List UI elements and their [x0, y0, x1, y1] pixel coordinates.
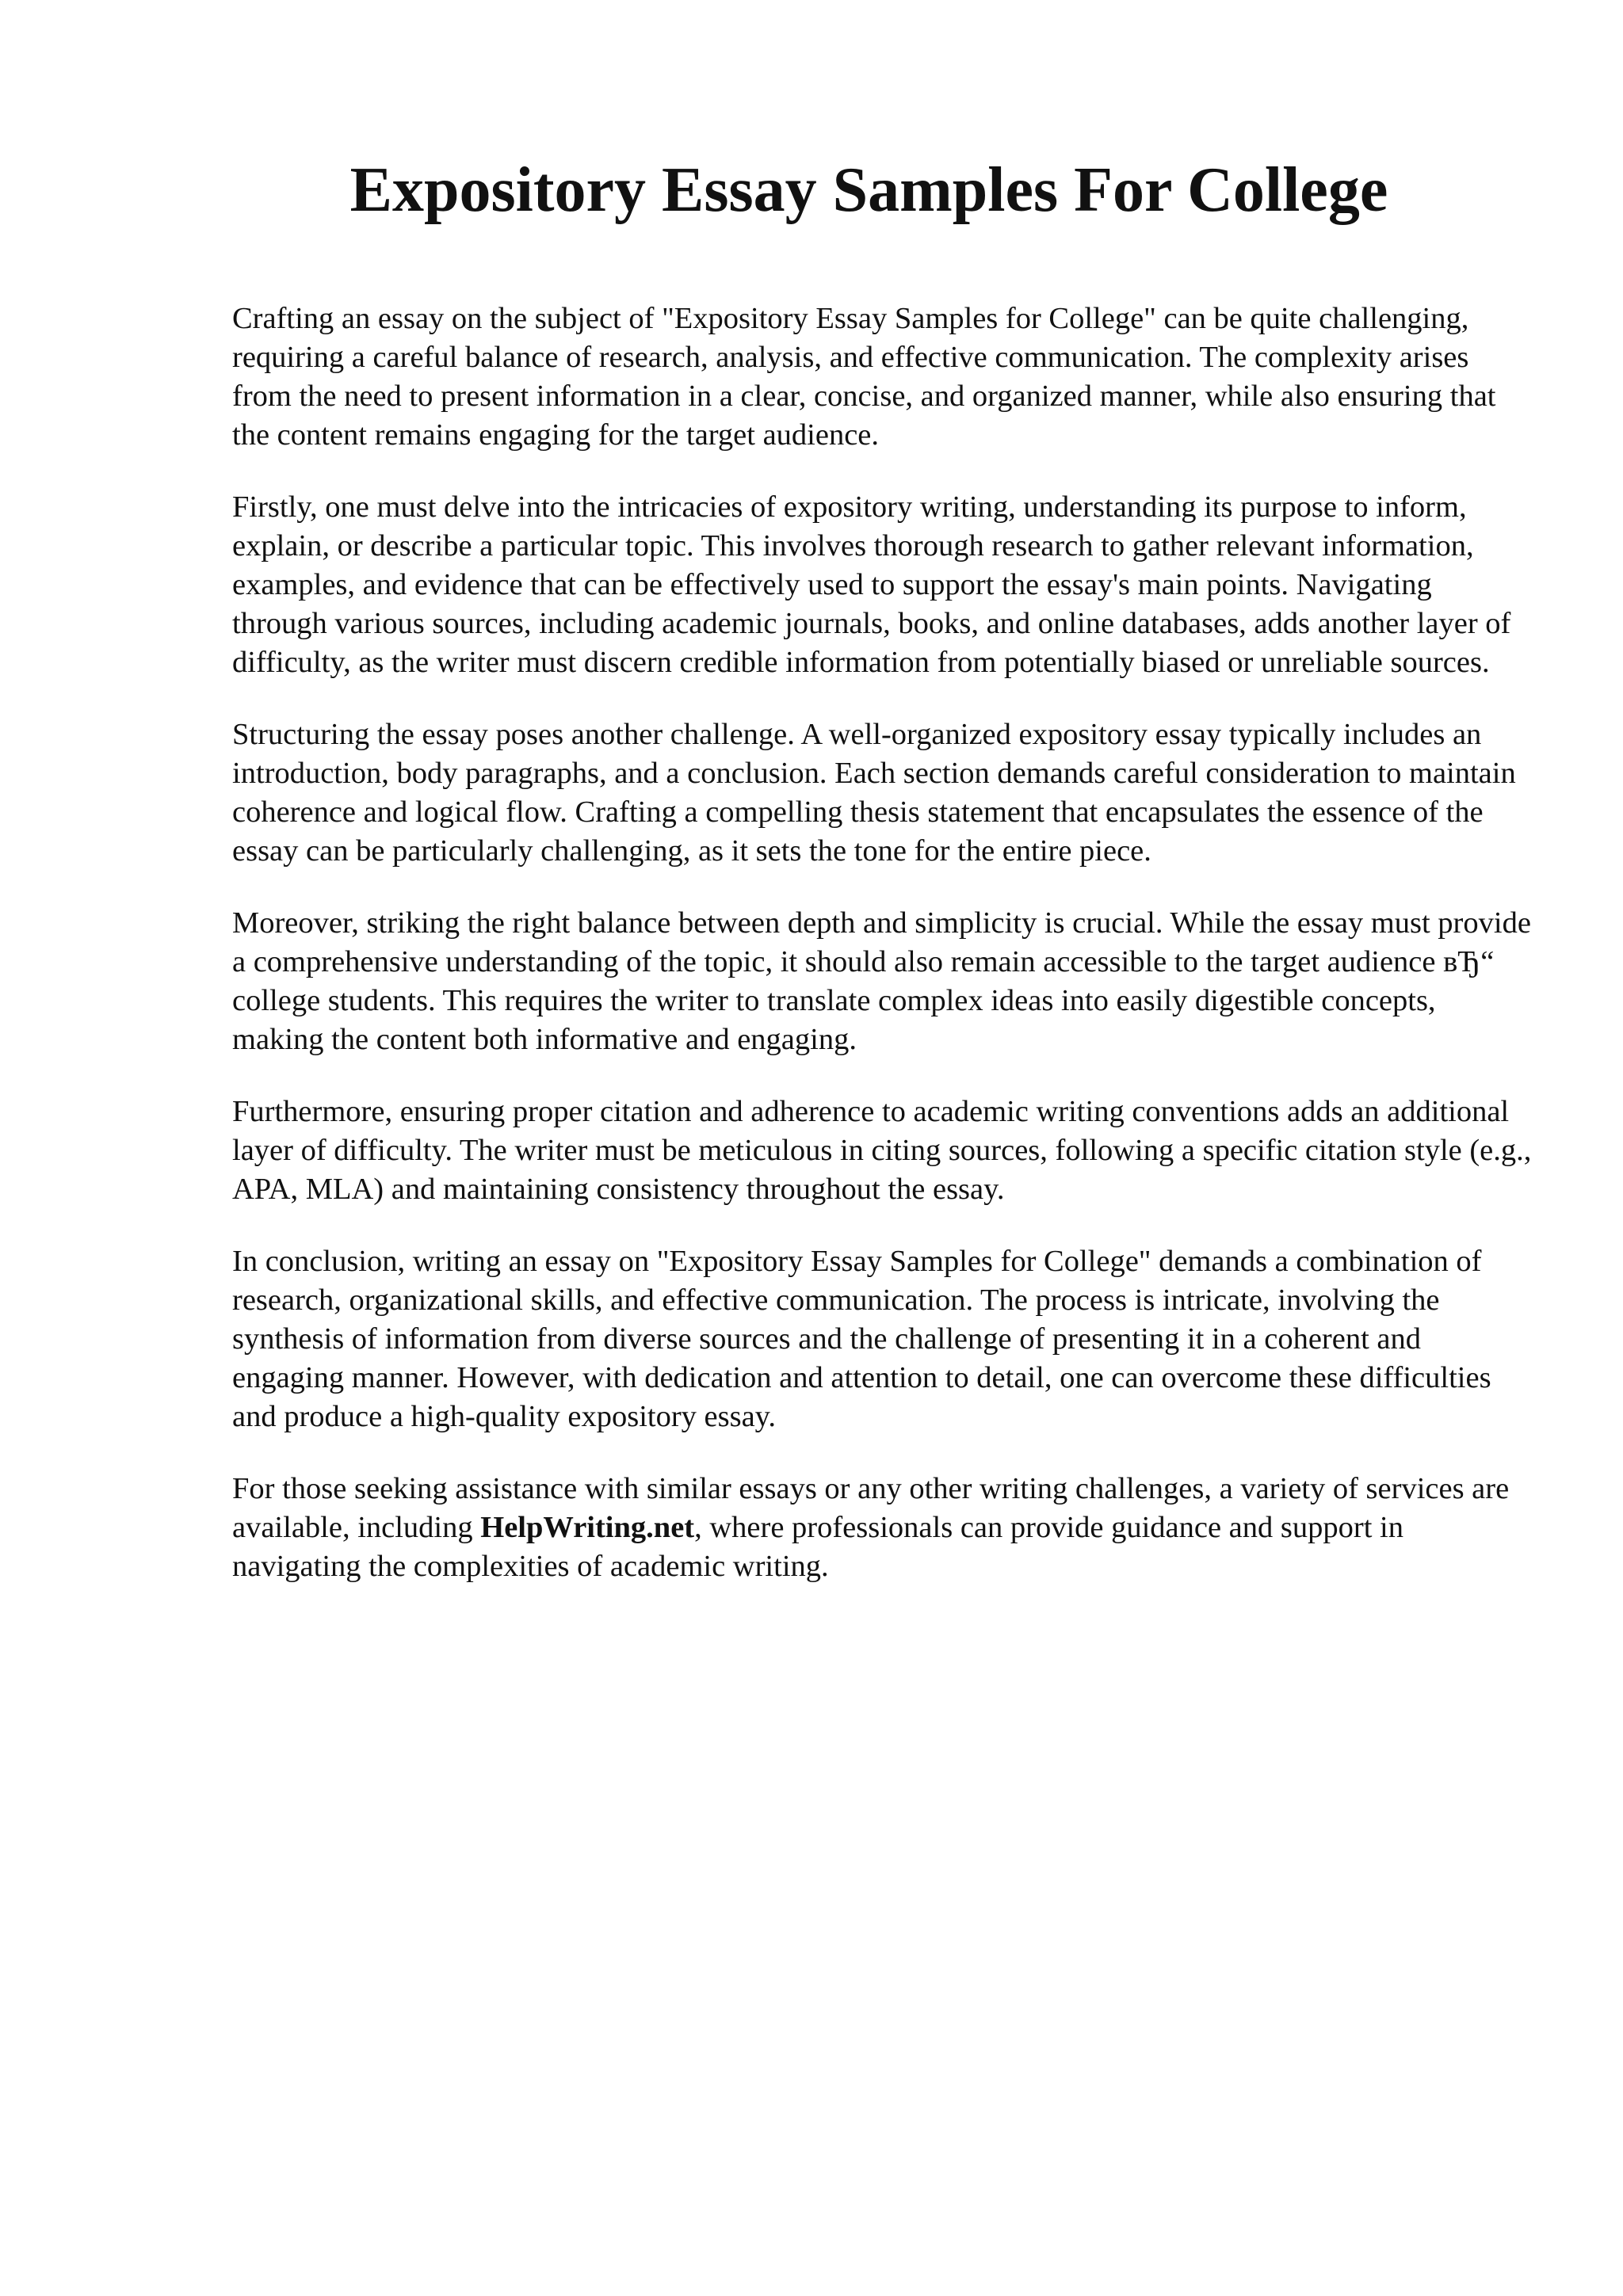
paragraph-1: Crafting an essay on the subject of "Expository Essay Samples for College" can be quite challenging, requiring a careful balance of research, analysis, and effective communication. The complexity arises from the need to present information in a clear, concise, and organized manner, while also ensuring that the content remains engaging for the target audience. — [232, 302, 1496, 452]
paragraph-4: Moreover, striking the right balance between depth and simplicity is crucial. While the essay must provide a comprehensive understanding of the topic, it should also remain accessible to the target audience вЂ“ college students. This requires the writer to translate complex ideas into easily digestible concepts, making the content both informative and engaging. — [232, 906, 1531, 1056]
document-body — [232, 299, 1532, 1619]
closing-text-after: , where professionals can provide guidance and support in navigating the complexities of academic writing. — [232, 1511, 1403, 1583]
paragraph-6: In conclusion, writing an essay on "Expository Essay Samples for College" demands a combination of research, organizational skills, and effective communication. The process is intricate, involving the synthesis of information from diverse sources and the challenge of presenting it in a coherent and engaging manner. However, with dedication and attention to detail, one can overcome these difficulties and produce a high-quality expository essay. — [232, 1245, 1491, 1433]
helpwriting-brand-link[interactable]: HelpWriting.net — [480, 1511, 695, 1544]
closing-text-before: For those seeking assistance with similar essays or any other writing challenges, a variety of services are available, including — [232, 1472, 1510, 1544]
document-title: Expository Essay Samples For College — [349, 155, 1388, 225]
closing-paragraph — [232, 1470, 1532, 1586]
paragraph-3: Structuring the essay poses another challenge. A well-organized expository essay typically includes an introduction, body paragraphs, and a conclusion. Each section demands careful consideration to maintain coherence and logical flow. Crafting a compelling thesis statement that encapsulates the essence of the essay can be particularly challenging, as it sets the tone for the entire piece. — [232, 718, 1516, 868]
paragraph-5: Furthermore, ensuring proper citation and adherence to academic writing conventions adds an additional layer of difficulty. The writer must be meticulous in citing sources, following a specific citation style (e.g., APA, MLA) and maintaining consistency throughout the essay. — [232, 1095, 1532, 1206]
paragraph-2: Firstly, one must delve into the intricacies of expository writing, understanding its purpose to inform, explain, or describe a particular topic. This involves thorough research to gather relevant information, examples, and evidence that can be effectively used to support the essay's main points. Navigating through various sources, including academic journals, books, and online databases, adds another layer of difficulty, as the writer must discern credible information from potentially biased or unreliable sources. — [232, 490, 1511, 679]
